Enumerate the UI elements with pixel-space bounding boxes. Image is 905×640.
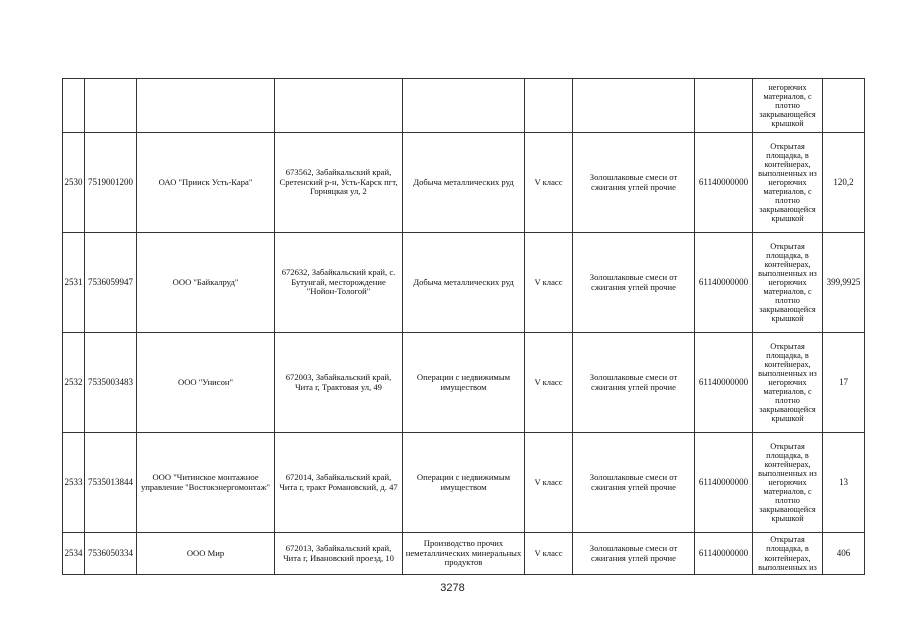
activity-cell: Добыча металлических руд xyxy=(403,133,525,233)
activity-cell: Производство прочих неметаллических минеральных продуктов xyxy=(403,533,525,575)
hazard-class-cell: V класс xyxy=(525,333,573,433)
activity-cell: Добыча металлических руд xyxy=(403,233,525,333)
table-row xyxy=(63,533,865,575)
storage-method-cell: Открытая площадка, в контейнерах, выполненных из негорючих материалов, с плотно закрывающейся крышкой xyxy=(753,133,823,233)
inn-cell: 7536050334 xyxy=(85,533,137,575)
waste-registry-table xyxy=(62,78,865,575)
activity-cell: Операции с недвижимым имуществом xyxy=(403,433,525,533)
waste-code-cell: 61140000000 xyxy=(695,233,753,333)
storage-method-cell: Открытая площадка, в контейнерах, выполненных из негорючих материалов, с плотно закрывающейся крышкой xyxy=(753,233,823,333)
address-cell: 672632, Забайкальский край, с. Бутунгай, месторождение "Нойон-Тологой" xyxy=(275,233,403,333)
amount-cell: 17 xyxy=(823,333,865,433)
organization-name-cell: ООО "Байкалруд" xyxy=(137,233,275,333)
inn-cell xyxy=(85,79,137,133)
hazard-class-cell: V класс xyxy=(525,533,573,575)
hazard-class-cell: V класс xyxy=(525,233,573,333)
hazard-class-cell xyxy=(525,79,573,133)
storage-method-cell: Открытая площадка, в контейнерах, выполненных из xyxy=(753,533,823,575)
hazard-class-cell: V класс xyxy=(525,133,573,233)
storage-method-cell: Открытая площадка, в контейнерах, выполненных из негорючих материалов, с плотно закрывающейся крышкой xyxy=(753,433,823,533)
page-number: 3278 xyxy=(440,582,465,594)
row-number-cell: 2533 xyxy=(63,433,85,533)
hazard-class-cell: V класс xyxy=(525,433,573,533)
waste-code-cell: 61140000000 xyxy=(695,133,753,233)
inn-cell: 7519001200 xyxy=(85,133,137,233)
row-number-cell: 2530 xyxy=(63,133,85,233)
address-cell: 672003, Забайкальский край, Чита г, Трактовая ул, 49 xyxy=(275,333,403,433)
waste-name-cell: Золошлаковые смеси от сжигания углей прочие xyxy=(573,533,695,575)
amount-cell xyxy=(823,79,865,133)
row-number-cell xyxy=(63,79,85,133)
organization-name-cell xyxy=(137,79,275,133)
amount-cell: 120,2 xyxy=(823,133,865,233)
row-number-cell: 2531 xyxy=(63,233,85,333)
table-row xyxy=(63,233,865,333)
organization-name-cell: ООО Мир xyxy=(137,533,275,575)
waste-name-cell: Золошлаковые смеси от сжигания углей прочие xyxy=(573,233,695,333)
amount-cell: 406 xyxy=(823,533,865,575)
activity-cell xyxy=(403,79,525,133)
waste-name-cell: Золошлаковые смеси от сжигания углей прочие xyxy=(573,433,695,533)
amount-cell: 13 xyxy=(823,433,865,533)
waste-code-cell: 61140000000 xyxy=(695,433,753,533)
address-cell: 672013, Забайкальский край, Чита г, Ивановский проезд, 10 xyxy=(275,533,403,575)
inn-cell: 7536059947 xyxy=(85,233,137,333)
amount-cell: 399,9925 xyxy=(823,233,865,333)
organization-name-cell: ООО "Читинское монтажное управление "Востокэнергомонтаж" xyxy=(137,433,275,533)
storage-method-cell: Открытая площадка, в контейнерах, выполненных из негорючих материалов, с плотно закрывающейся крышкой xyxy=(753,333,823,433)
organization-name-cell: ООО "Унисон" xyxy=(137,333,275,433)
waste-name-cell: Золошлаковые смеси от сжигания углей прочие xyxy=(573,333,695,433)
row-number-cell: 2532 xyxy=(63,333,85,433)
waste-name-cell xyxy=(573,79,695,133)
activity-cell: Операции с недвижимым имуществом xyxy=(403,333,525,433)
organization-name-cell: ОАО "Прииск Усть-Кара" xyxy=(137,133,275,233)
storage-method-cell: негорючих материалов, с плотно закрывающейся крышкой xyxy=(753,79,823,133)
waste-code-cell: 61140000000 xyxy=(695,333,753,433)
address-cell: 672014, Забайкальский край, Чита г, тракт Романовский, д. 47 xyxy=(275,433,403,533)
inn-cell: 7535013844 xyxy=(85,433,137,533)
table-row xyxy=(63,79,865,133)
row-number-cell: 2534 xyxy=(63,533,85,575)
waste-code-cell: 61140000000 xyxy=(695,533,753,575)
table-row xyxy=(63,333,865,433)
address-cell: 673562, Забайкальский край, Сретенский р-н, Усть-Карск пгт, Горняцкая ул, 2 xyxy=(275,133,403,233)
table-row xyxy=(63,133,865,233)
address-cell xyxy=(275,79,403,133)
table-row xyxy=(63,433,865,533)
waste-name-cell: Золошлаковые смеси от сжигания углей прочие xyxy=(573,133,695,233)
inn-cell: 7535003483 xyxy=(85,333,137,433)
waste-code-cell xyxy=(695,79,753,133)
